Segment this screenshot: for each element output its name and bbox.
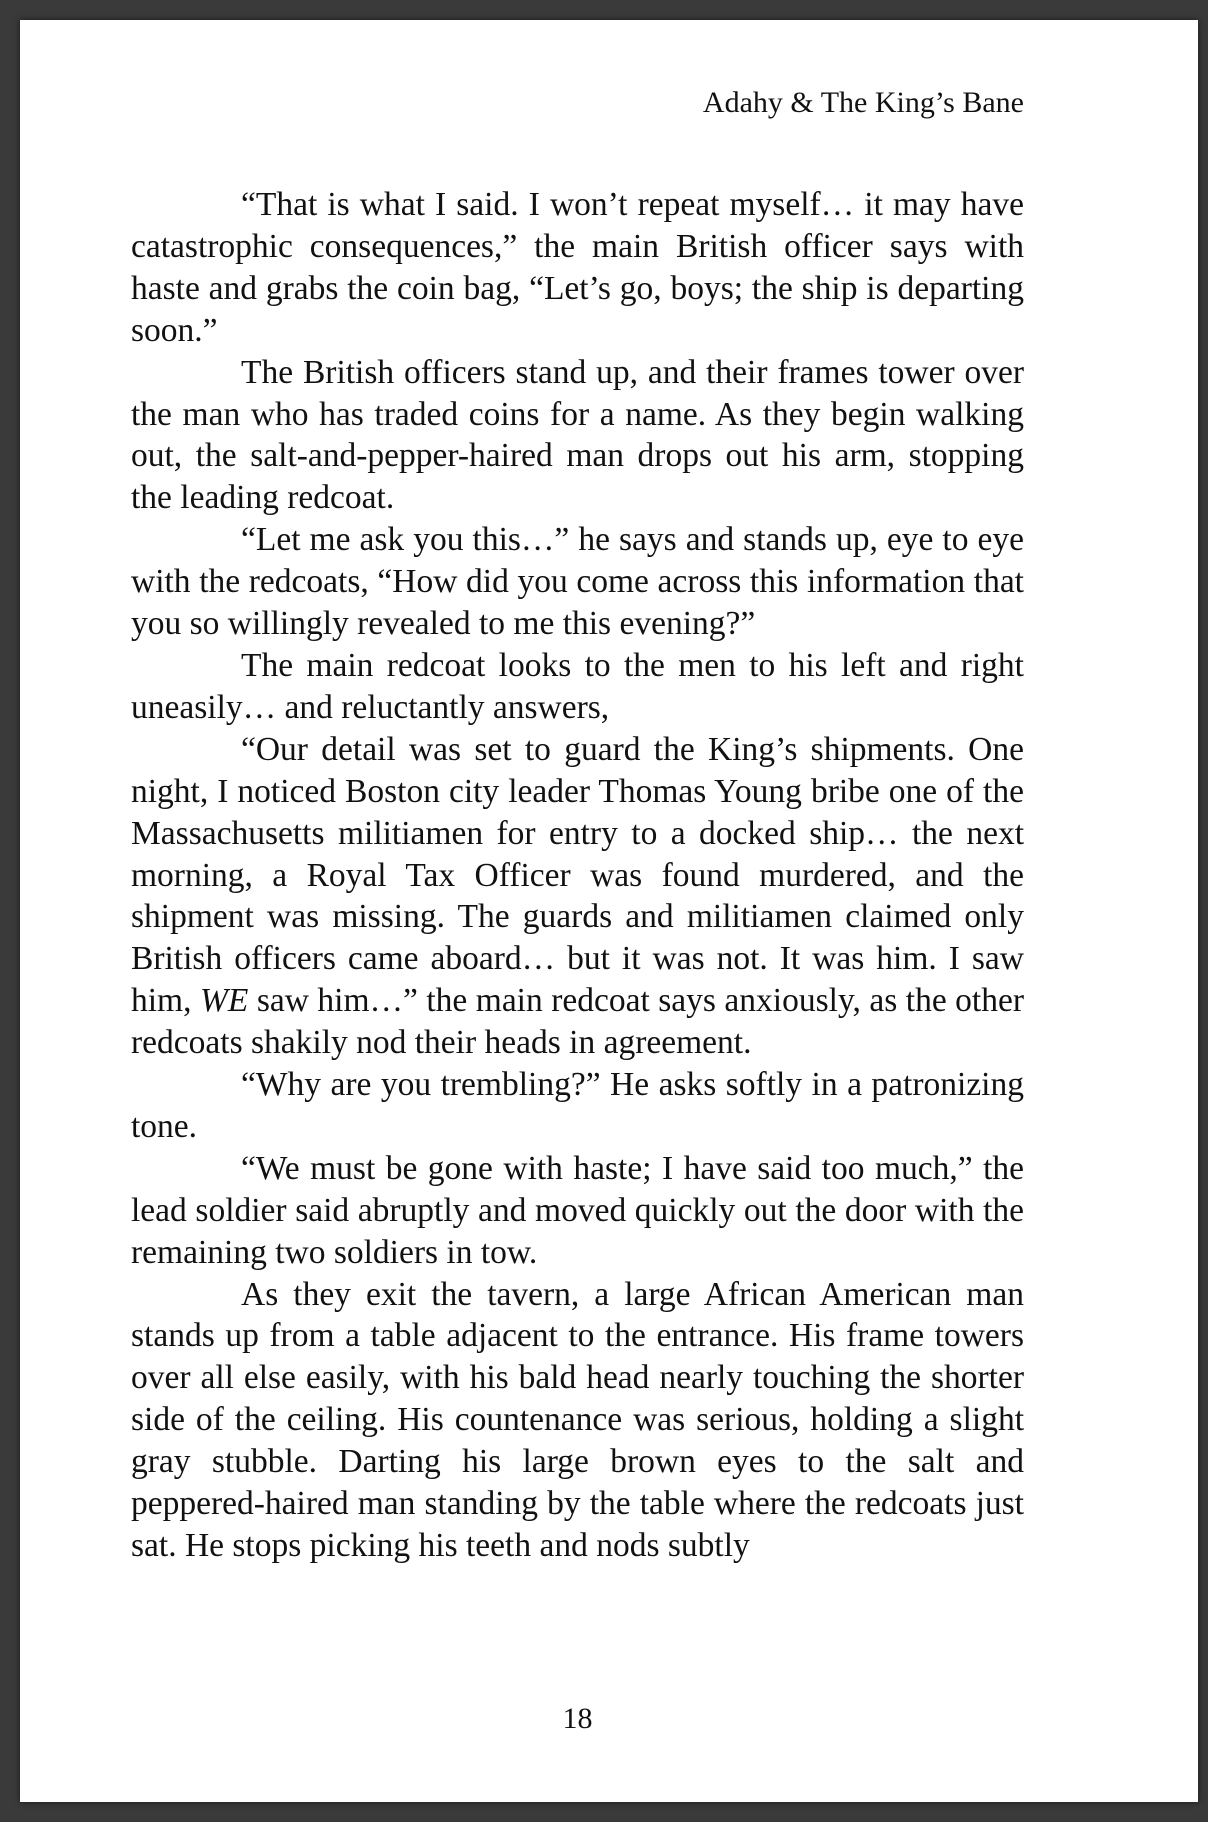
paragraph-3: “Let me ask you this…” he says and stands up, eye to eye with the redcoats, “How did you come across this information that you so willingly revealed to me this evening?” [131, 521, 1024, 643]
paragraph-5 [131, 729, 1024, 1064]
paragraph-5-emphasis: WE [199, 982, 249, 1020]
paragraph-5-after: saw him…” the main redcoat says anxiously, as the other redcoats shakily nod their heads in agreement. [131, 982, 1024, 1062]
paragraph-6: “Why are you trembling?” He asks softly in a patronizing tone. [131, 1066, 1024, 1145]
paragraph-4: The main redcoat looks to the men to his left and right uneasily… and reluctantly answers, [131, 646, 1024, 726]
running-head-title: Adahy & The King’s Bane [702, 86, 1024, 119]
paragraph-8: As they exit the tavern, a large African American man stands up from a table adjacent to the entrance. His frame towers over all else easily, with his bald head nearly touching the shorter side of the ceiling. His countenance was serious, holding a slight gray stubble. Darting his large brown eyes to the salt and peppered-haired man standing by the table where the redcoats just sat. He stops picking his teeth and nods subtly [131, 1275, 1024, 1564]
paragraph-2: The British officers stand up, and their frames tower over the man who has traded coins for a name. As they begin walking out, the salt-and-pepper-haired man drops out his arm, stopping the leading redcoat. [131, 353, 1024, 517]
paragraph-1: “That is what I said. I won’t repeat myself… it may have catastrophic consequences,” the main British officer says with haste and grabs the coin bag, “Let’s go, boys; the ship is departing soon.” [131, 186, 1024, 349]
page-body [131, 184, 1024, 1567]
page-number: 18 [562, 1702, 593, 1735]
book-page [20, 20, 1198, 1802]
paragraph-7: “We must be gone with haste; I have said too much,” the lead soldier said abruptly and moved quickly out the door with the remaining two soldiers in tow. [131, 1149, 1024, 1271]
paragraph-5-before: “Our detail was set to guard the King’s shipments. One night, I noticed Boston city leader Thomas Young bribe one of the Massachusetts militiamen for entry to a docked ship… the next morning, a Royal Tax Officer was found murdered, and the shipment was missing. The guards and militiamen claimed only British officers came aboard… but it was not. It was him. I saw him, [131, 730, 1024, 1020]
